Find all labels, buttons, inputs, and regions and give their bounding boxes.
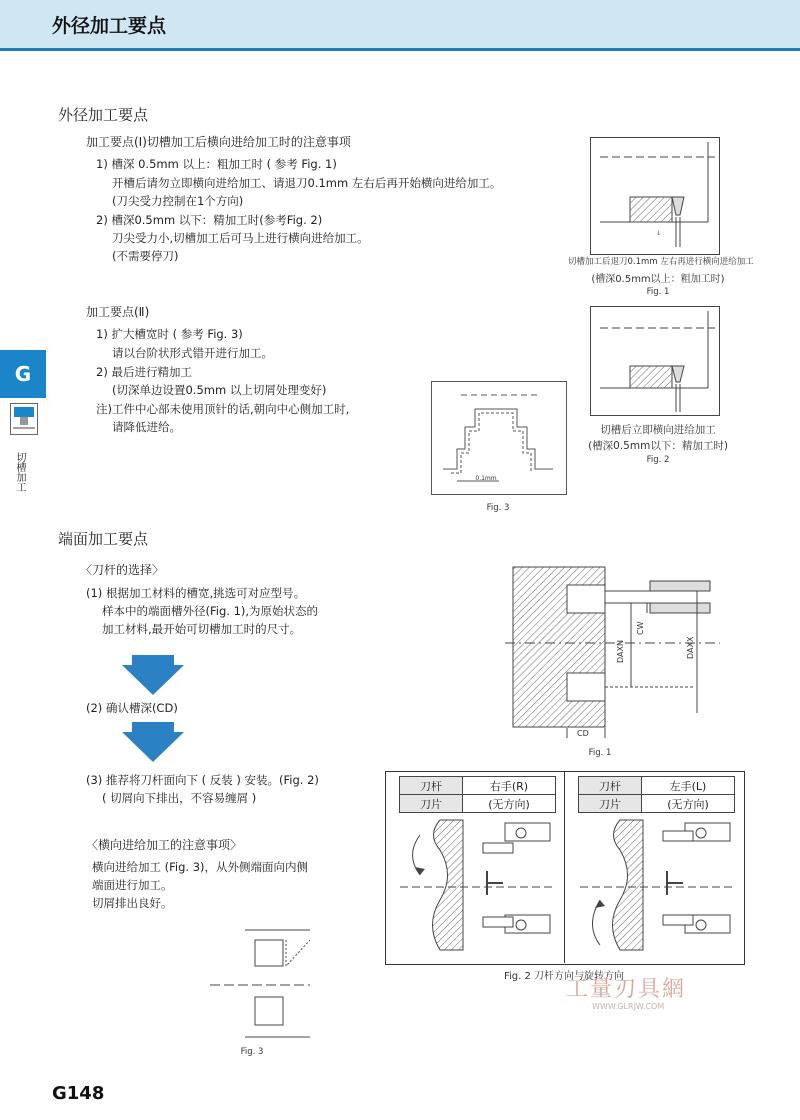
od-point1-line: 开槽后请勿立即横向进给加工、请退刀0.1mm 左右后再开始横向进给加工。 xyxy=(112,176,502,190)
od-fig2-label: Fig. 2 xyxy=(646,455,670,465)
page-number: G148 xyxy=(52,1083,105,1104)
grooving-icon xyxy=(10,403,38,435)
od-point2-line: 请降低进给。 xyxy=(112,420,181,434)
right-hand-table: 刀杆 右手(R) 刀片 (无方向) xyxy=(399,776,556,813)
face-fig2-caption: Fig. 2 刀杆方向与旋转方向 xyxy=(503,971,625,982)
od-point2-line: 注)工件中心部未使用顶针的话,朝向中心侧加工时, xyxy=(96,402,350,416)
face-feed-line: 横向进给加工 (Fig. 3)，从外侧端面向内侧 xyxy=(92,860,309,874)
right-hand-drawing xyxy=(395,815,560,955)
face-fig1-drawing xyxy=(505,563,720,743)
od-point1-line: (刀尖受力控制在1个方向) xyxy=(112,194,244,208)
od-fig2-caption: (槽深0.5mm以下：精加工时) xyxy=(588,440,728,452)
face-section-title: 端面加工要点 xyxy=(58,530,149,548)
face-step1-line: 加工材料,最开始可切槽加工时的尺寸。 xyxy=(102,622,302,636)
side-label: 切槽加工 xyxy=(14,452,25,492)
od-fig3-dimension: 0.1mm xyxy=(475,475,497,482)
face-feed-line: 端面进行加工。 xyxy=(92,878,173,892)
watermark-logo: 工量刃具網 xyxy=(566,977,687,1002)
face-feed-line: 切屑排出良好。 xyxy=(92,896,173,910)
od-section-title: 外径加工要点 xyxy=(58,106,149,124)
face-feed-heading: 〈横向进给加工的注意事项〉 xyxy=(86,838,243,852)
od-fig2-drawing xyxy=(590,306,720,416)
od-fig1-caption: 切槽加工后退刀0.1mm 左右再进行横向进给加工 xyxy=(568,257,754,267)
od-fig2-caption: 切槽后立即横向进给加工 xyxy=(600,424,716,436)
svg-text:↓: ↓ xyxy=(656,230,662,237)
left-hand-drawing xyxy=(575,815,740,955)
face-fig3-label: Fig. 3 xyxy=(240,1047,264,1057)
face-step1-line: 样本中的端面槽外径(Fig. 1),为原始状态的 xyxy=(102,604,319,618)
face-fig1-label: Fig. 1 xyxy=(588,748,612,758)
od-point2-line: 请以台阶状形式错开进行加工。 xyxy=(112,346,273,360)
od-point1-line: (不需要停刀) xyxy=(112,249,179,263)
od-point2-line: (切深单边设置0.5mm 以上切屑处理变好) xyxy=(112,383,327,397)
arrow-down-icon xyxy=(122,655,184,695)
face-step3-line: (3) 推荐将刀杆面向下 ( 反装 ) 安装。(Fig. 2) xyxy=(86,773,319,787)
face-step3-line: ( 切屑向下排出，不容易缠屑 ) xyxy=(102,791,257,805)
face-fig3-drawing xyxy=(210,925,315,1045)
od-point1-line: 刀尖受力小,切槽加工后可马上进行横向进给加工。 xyxy=(112,231,369,245)
face-fig1-dim-label: CD xyxy=(577,729,589,738)
od-point2-heading: 加工要点(Ⅱ) xyxy=(86,305,150,319)
watermark-url: WWW.GLRJW.COM xyxy=(592,1002,665,1011)
face-fig2-divider xyxy=(564,771,565,963)
arrow-down-icon xyxy=(122,722,184,762)
od-point1-heading: 加工要点(Ⅰ)切槽加工后横向进给加工时的注意事项 xyxy=(86,135,351,149)
section-tab[interactable]: G xyxy=(0,350,46,398)
face-fig1-dim-label: CW xyxy=(636,621,645,635)
od-fig1-drawing xyxy=(590,137,720,255)
od-fig1-label: Fig. 1 xyxy=(646,287,670,297)
face-fig1-dim-label: DAXN xyxy=(616,640,625,663)
page-title: 外径加工要点 xyxy=(52,15,167,37)
face-step2: (2) 确认槽深(CD) xyxy=(86,701,178,715)
od-fig1-caption: (槽深0.5mm以上：粗加工时) xyxy=(591,274,725,285)
od-point1-line: 1) 槽深 0.5mm 以上：粗加工时 ( 参考 Fig. 1) xyxy=(96,157,337,171)
od-fig3-label: Fig. 3 xyxy=(486,503,510,513)
face-fig1-dim-label: DAXX xyxy=(686,636,695,659)
od-point2-line: 1) 扩大槽宽时 ( 参考 Fig. 3) xyxy=(96,327,243,341)
od-point1-line: 2) 槽深0.5mm 以下：精加工时(参考Fig. 2) xyxy=(96,213,323,227)
face-step1-line: (1) 根据加工材料的槽宽,挑选可对应型号。 xyxy=(86,586,306,600)
od-point2-line: 2) 最后进行精加工 xyxy=(96,365,192,379)
left-hand-table: 刀杆 左手(L) 刀片 (无方向) xyxy=(578,776,735,813)
face-selection-heading: 〈刀杆的选择〉 xyxy=(80,563,165,577)
